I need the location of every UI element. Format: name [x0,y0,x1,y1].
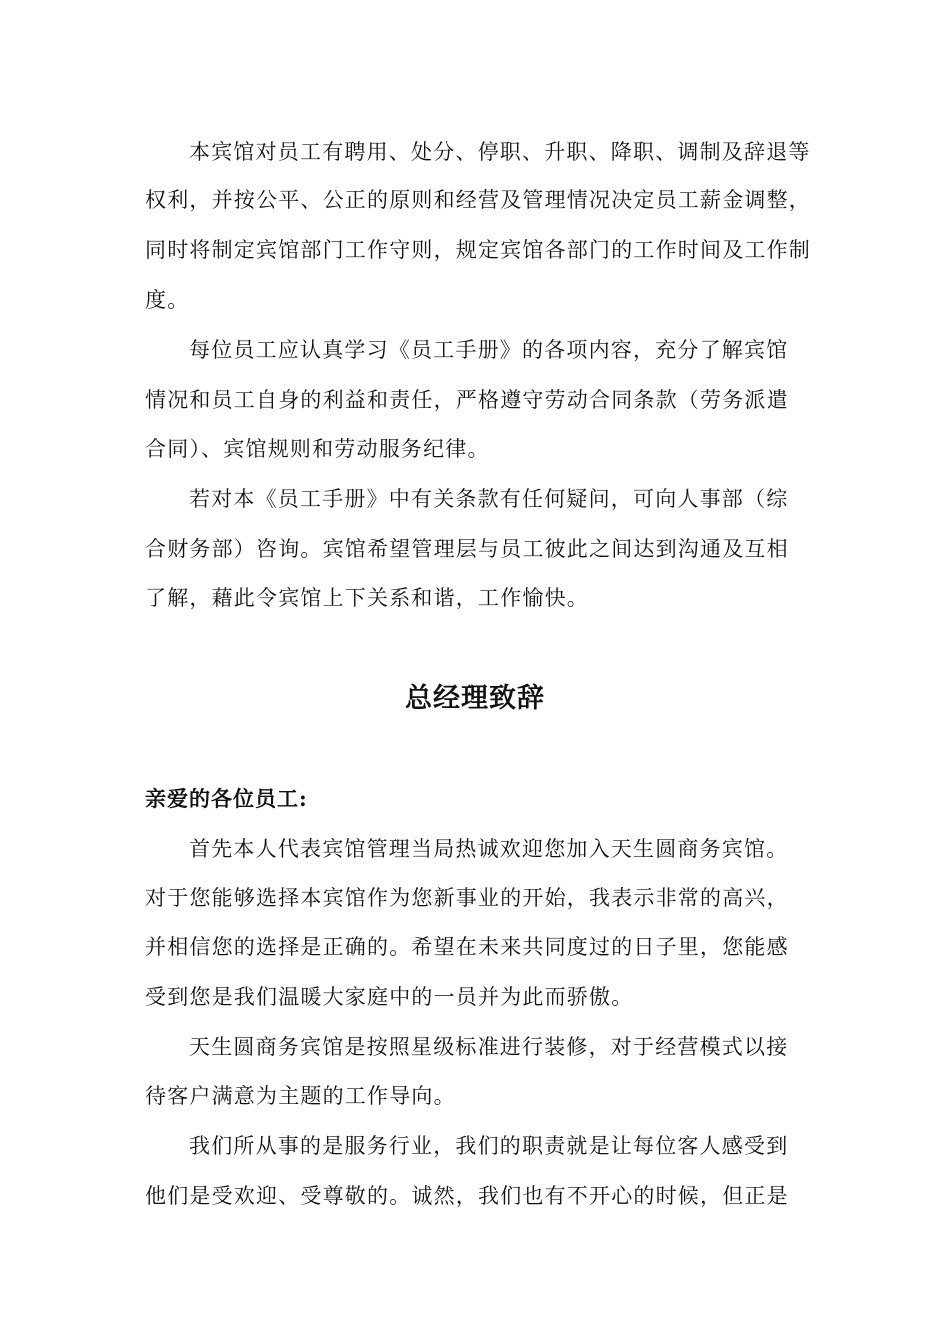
speech-paragraph-1-line-2: 对于您能够选择本宾馆作为您新事业的开始，我表示非常的高兴， [145,886,789,910]
speech-paragraph-1-line-4: 受到您是我们温暖大家庭中的一员并为此而骄傲。 [145,985,634,1009]
speech-paragraph-1-line-1: 首先本人代表宾馆管理当局热诚欢迎您加入天生圆商务宾馆。 [189,837,789,861]
intro-paragraph-1-line-3: 同时将制定宾馆部门工作守则，规定宾馆各部门的工作时间及工作制 [145,238,811,262]
intro-paragraph-1-line-2: 权利，并按公平、公正的原则和经营及管理情况决定员工薪金调整， [145,188,811,212]
intro-paragraph-3-line-3: 了解，藉此令宾馆上下关系和谐，工作愉快。 [145,586,589,610]
intro-paragraph-3-line-2: 合财务部）咨询。宾馆希望管理层与员工彼此之间达到沟通及互相 [145,537,789,561]
speech-salutation: 亲爱的各位员工: [145,786,308,811]
intro-paragraph-1-line-1: 本宾馆对员工有聘用、处分、停职、升职、降职、调制及辞退等 [189,140,811,164]
intro-paragraph-2-line-2: 情况和员工自身的利益和责任，严格遵守劳动合同条款（劳务派遣 [145,388,789,412]
intro-paragraph-1-line-4: 度。 [145,288,190,312]
intro-paragraph-2-line-3: 合同）、宾馆规则和劳动服务纪律。 [145,437,490,461]
speech-paragraph-2-line-1: 天生圆商务宾馆是按照星级标准进行装修，对于经营模式以接 [189,1035,789,1059]
speech-title: 总经理致辞 [405,683,545,714]
intro-paragraph-3-line-1: 若对本《员工手册》中有关条款有任何疑问，可向人事部（综 [189,487,789,511]
speech-paragraph-1-line-3: 并相信您的选择是正确的。希望在未来共同度过的日子里，您能感 [145,935,789,959]
speech-paragraph-3-line-1: 我们所从事的是服务行业，我们的职责就是让每位客人感受到 [189,1134,789,1158]
speech-paragraph-2-line-2: 待客户满意为主题的工作导向。 [145,1084,456,1108]
intro-paragraph-2-line-1: 每位员工应认真学习《员工手册》的各项内容，充分了解宾馆 [189,338,789,362]
speech-paragraph-3-line-2: 他们是受欢迎、受尊敬的。诚然，我们也有不开心的时候，但正是 [145,1184,789,1208]
